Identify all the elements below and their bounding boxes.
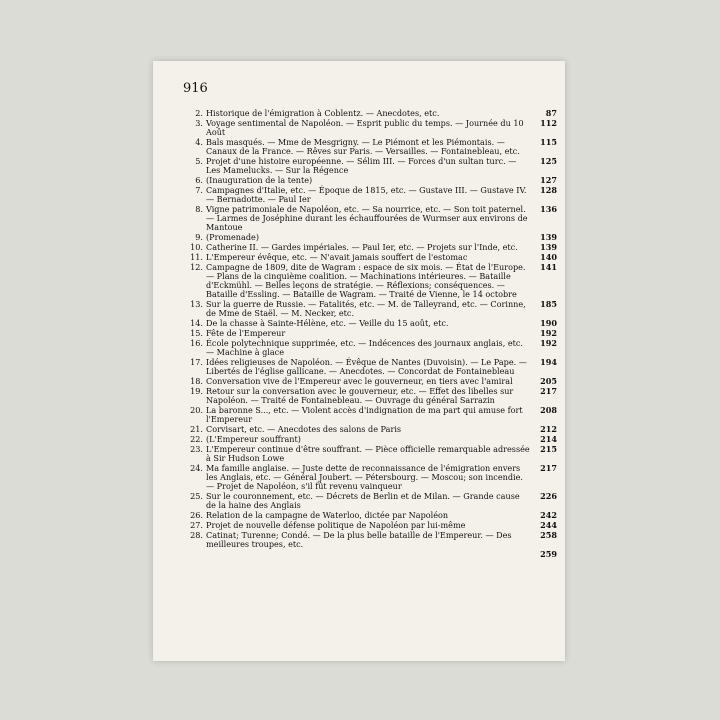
toc-entry-number: 5. bbox=[195, 156, 203, 166]
toc-entry-page: 139 bbox=[540, 232, 557, 242]
toc-entry-page: 139 bbox=[540, 242, 557, 252]
toc-entry-page: 208 bbox=[540, 405, 557, 415]
toc-entry-number: 22. bbox=[190, 434, 203, 444]
toc-entry-page: 140 bbox=[540, 252, 557, 262]
book-page bbox=[153, 61, 565, 661]
toc-entry-7 bbox=[185, 186, 557, 204]
toc-entry-number: 10. bbox=[190, 242, 203, 252]
toc-entry-page: 115 bbox=[540, 137, 557, 147]
toc-entry-20 bbox=[185, 406, 557, 424]
toc-entry-title: (Inauguration de la tente) bbox=[206, 175, 313, 185]
toc-entry-page: 259 bbox=[540, 549, 557, 559]
toc-entry-10 bbox=[185, 243, 557, 252]
toc-entry-title: L'Empereur continue d'être souffrant. — Pièce officielle remarquable adressée à Sir Hudson Lowe bbox=[206, 444, 530, 463]
toc-entry-title: Catherine II. — Gardes impériales. — Paul Ier, etc. — Projets sur l'Inde, etc. bbox=[206, 242, 518, 252]
toc-entry-page: 258 bbox=[540, 530, 557, 540]
toc-entry-title: (L'Empereur souffrant) bbox=[206, 434, 301, 444]
toc-entry-19 bbox=[185, 387, 557, 405]
toc-entry-title: Campagne de 1809, dite de Wagram : espace de six mois. — État de l'Europe. — Plans de la cinquième coalition. — Machinations intérieures. — Bataille d'Eckmühl. — Belles leçons de stratégie. — Réflexions; conséquences. — Bataille d'Essling. — Bataille de Wagram. — Traité de Vienne, le 14 octobre bbox=[206, 262, 526, 299]
toc-entry-2 bbox=[185, 109, 557, 118]
toc-entry-page: 192 bbox=[540, 328, 557, 338]
toc-entry-page: 242 bbox=[540, 510, 557, 520]
toc-entry-number: 11. bbox=[190, 252, 203, 262]
toc-entry-number: 25. bbox=[190, 491, 203, 501]
toc-entry-page: 226 bbox=[540, 491, 557, 501]
toc-entry-page: 127 bbox=[540, 175, 557, 185]
toc-entry-title: Campagnes d'Italie, etc. — Époque de 1815, etc. — Gustave III. — Gustave IV. — Bernadotte. — Paul Ier bbox=[206, 185, 527, 204]
toc-entry-28 bbox=[185, 531, 557, 549]
toc-entry-page: 192 bbox=[540, 338, 557, 348]
toc-entry-16 bbox=[185, 339, 557, 357]
toc-entry-26 bbox=[185, 511, 557, 520]
toc-entry-page: 214 bbox=[540, 434, 557, 444]
toc-entry-number: 17. bbox=[190, 357, 203, 367]
toc-entry-5 bbox=[185, 157, 557, 175]
toc-entry-23 bbox=[185, 445, 557, 463]
toc-entry-number: 24. bbox=[190, 463, 203, 473]
toc-entry-3 bbox=[185, 119, 557, 137]
toc-entry-page: 141 bbox=[540, 262, 557, 272]
toc-entry-18 bbox=[185, 377, 557, 386]
toc-entry-page: 205 bbox=[540, 376, 557, 386]
toc-entry-number: 6. bbox=[195, 175, 203, 185]
toc-entry-page: 212 bbox=[540, 424, 557, 434]
toc-entry-title: Sur le couronnement, etc. — Décrets de Berlin et de Milan. — Grande cause de la haine des Anglais bbox=[206, 491, 520, 510]
toc-entry-number: 20. bbox=[190, 405, 203, 415]
toc-entry-25 bbox=[185, 492, 557, 510]
toc-entry-continuation bbox=[185, 550, 557, 559]
toc-entry-number: 12. bbox=[190, 262, 203, 272]
toc-entry-title: De la chasse à Sainte-Hélène, etc. — Veille du 15 août, etc. bbox=[206, 318, 449, 328]
toc-entry-6 bbox=[185, 176, 557, 185]
toc-entry-title: École polytechnique supprimée, etc. — Indécences des journaux anglais, etc. — Machine à glace bbox=[206, 338, 523, 357]
toc-entry-number: 4. bbox=[195, 137, 203, 147]
toc-entry-title: Retour sur la conversation avec le gouverneur, etc. — Effet des libelles sur Napoléon. — Traité de Fontainebleau. — Ouvrage du général Sarrazin bbox=[206, 386, 514, 405]
toc-entry-14 bbox=[185, 319, 557, 328]
toc-entry-title: Bals masqués. — Mme de Mesgrigny. — Le Piémont et les Piémontais. — Canaux de la France. — Rêves sur Paris. — Versailles. — Fontainebleau, etc. bbox=[206, 137, 520, 156]
toc-entry-13 bbox=[185, 300, 557, 318]
toc-entry-number: 28. bbox=[190, 530, 203, 540]
toc-entry-number: 14. bbox=[190, 318, 203, 328]
toc-entry-number: 3. bbox=[195, 118, 203, 128]
toc-entry-22 bbox=[185, 435, 557, 444]
toc-entry-page: 217 bbox=[540, 386, 557, 396]
toc-entry-title: Ma famille anglaise. — Juste dette de reconnaissance de l'émigration envers les Anglais, etc. — Général Joubert. — Pétersbourg. — Moscou; son incendie. — Projet de Napoléon, s'il fût revenu vainqueur bbox=[206, 463, 523, 491]
toc-entry-title: Relation de la campagne de Waterloo, dictée par Napoléon bbox=[206, 510, 449, 520]
toc-entry-page: 185 bbox=[540, 299, 557, 309]
toc-entry-title: Idées religieuses de Napoléon. — Évêque de Nantes (Duvoisin). — Le Pape. — Libertés de l'église gallicane. — Anecdotes. — Concordat de Fontainebleau bbox=[206, 357, 527, 376]
toc-entry-number: 23. bbox=[190, 444, 203, 454]
toc-entry-number: 8. bbox=[195, 204, 203, 214]
toc-entry-page: 217 bbox=[540, 463, 557, 473]
toc-entry-title: (Promenade) bbox=[206, 232, 259, 242]
toc-entry-number: 26. bbox=[190, 510, 203, 520]
toc-entry-11 bbox=[185, 253, 557, 262]
toc-entry-title: Vigne patrimoniale de Napoléon, etc. — Sa nourrice, etc. — Son toit paternel. — Larmes de Joséphine durant les échauffourées de Wurmser aux environs de Mantoue bbox=[206, 204, 528, 232]
toc-entry-title: Sur la guerre de Russie. — Fatalités, etc. — M. de Talleyrand, etc. — Corinne, de Mme de Staël. — M. Necker, etc. bbox=[206, 299, 526, 318]
toc-entry-page: 190 bbox=[540, 318, 557, 328]
toc-entry-number: 18. bbox=[190, 376, 203, 386]
toc-entry-number: 2. bbox=[195, 108, 203, 118]
toc-entry-page: 244 bbox=[540, 520, 557, 530]
toc-entry-number: 7. bbox=[195, 185, 203, 195]
toc-entry-page: 194 bbox=[540, 357, 557, 367]
toc-entry-12 bbox=[185, 263, 557, 299]
page-number: 916 bbox=[183, 81, 208, 96]
toc-entry-title: Historique de l'émigration à Coblentz. — Anecdotes, etc. bbox=[206, 108, 440, 118]
toc-entry-page: 112 bbox=[540, 118, 557, 128]
toc-entry-27 bbox=[185, 521, 557, 530]
toc-entry-21 bbox=[185, 425, 557, 434]
toc-entry-title: Corvisart, etc. — Anecdotes des salons de Paris bbox=[206, 424, 402, 434]
toc-entry-title: L'Empereur évêque, etc. — N'avait jamais souffert de l'estomac bbox=[206, 252, 468, 262]
toc-entry-9 bbox=[185, 233, 557, 242]
toc-entry-17 bbox=[185, 358, 557, 376]
toc-entry-number: 21. bbox=[190, 424, 203, 434]
toc-entry-number: 16. bbox=[190, 338, 203, 348]
toc-entry-8 bbox=[185, 205, 557, 232]
toc-entry-title: Catinat; Turenne; Condé. — De la plus belle bataille de l'Empereur. — Des meilleures troupes, etc. bbox=[206, 530, 512, 549]
toc-entry-page: 128 bbox=[540, 185, 557, 195]
toc-entry-4 bbox=[185, 138, 557, 156]
toc-entry-page: 215 bbox=[540, 444, 557, 454]
toc-entry-24 bbox=[185, 464, 557, 491]
toc-entry-15 bbox=[185, 329, 557, 338]
toc-entry-page: 125 bbox=[540, 156, 557, 166]
toc-entry-number: 13. bbox=[190, 299, 203, 309]
toc-entry-page: 136 bbox=[540, 204, 557, 214]
toc-entry-title: Projet d'une histoire européenne. — Sélim III. — Forces d'un sultan turc. — Les Mamelucks. — Sur la Régence bbox=[206, 156, 517, 175]
toc-entry-number: 27. bbox=[190, 520, 203, 530]
toc-entry-number: 9. bbox=[195, 232, 203, 242]
toc-entry-number: 15. bbox=[190, 328, 203, 338]
toc-entry-title: Fête de l'Empereur bbox=[206, 328, 286, 338]
toc-entry-page: 87 bbox=[545, 108, 557, 118]
toc-entry-title: Projet de nouvelle défense politique de Napoléon par lui-même bbox=[206, 520, 466, 530]
table-of-contents bbox=[185, 109, 557, 560]
toc-entry-title: Conversation vive de l'Empereur avec le gouverneur, en tiers avec l'amiral bbox=[206, 376, 513, 386]
toc-entry-number: 19. bbox=[190, 386, 203, 396]
toc-entry-title: La baronne S..., etc. — Violent accès d'indignation de ma part qui amuse fort l'Empereur bbox=[206, 405, 523, 424]
toc-entry-title: Voyage sentimental de Napoléon. — Esprit public du temps. — Journée du 10 Août bbox=[206, 118, 524, 137]
